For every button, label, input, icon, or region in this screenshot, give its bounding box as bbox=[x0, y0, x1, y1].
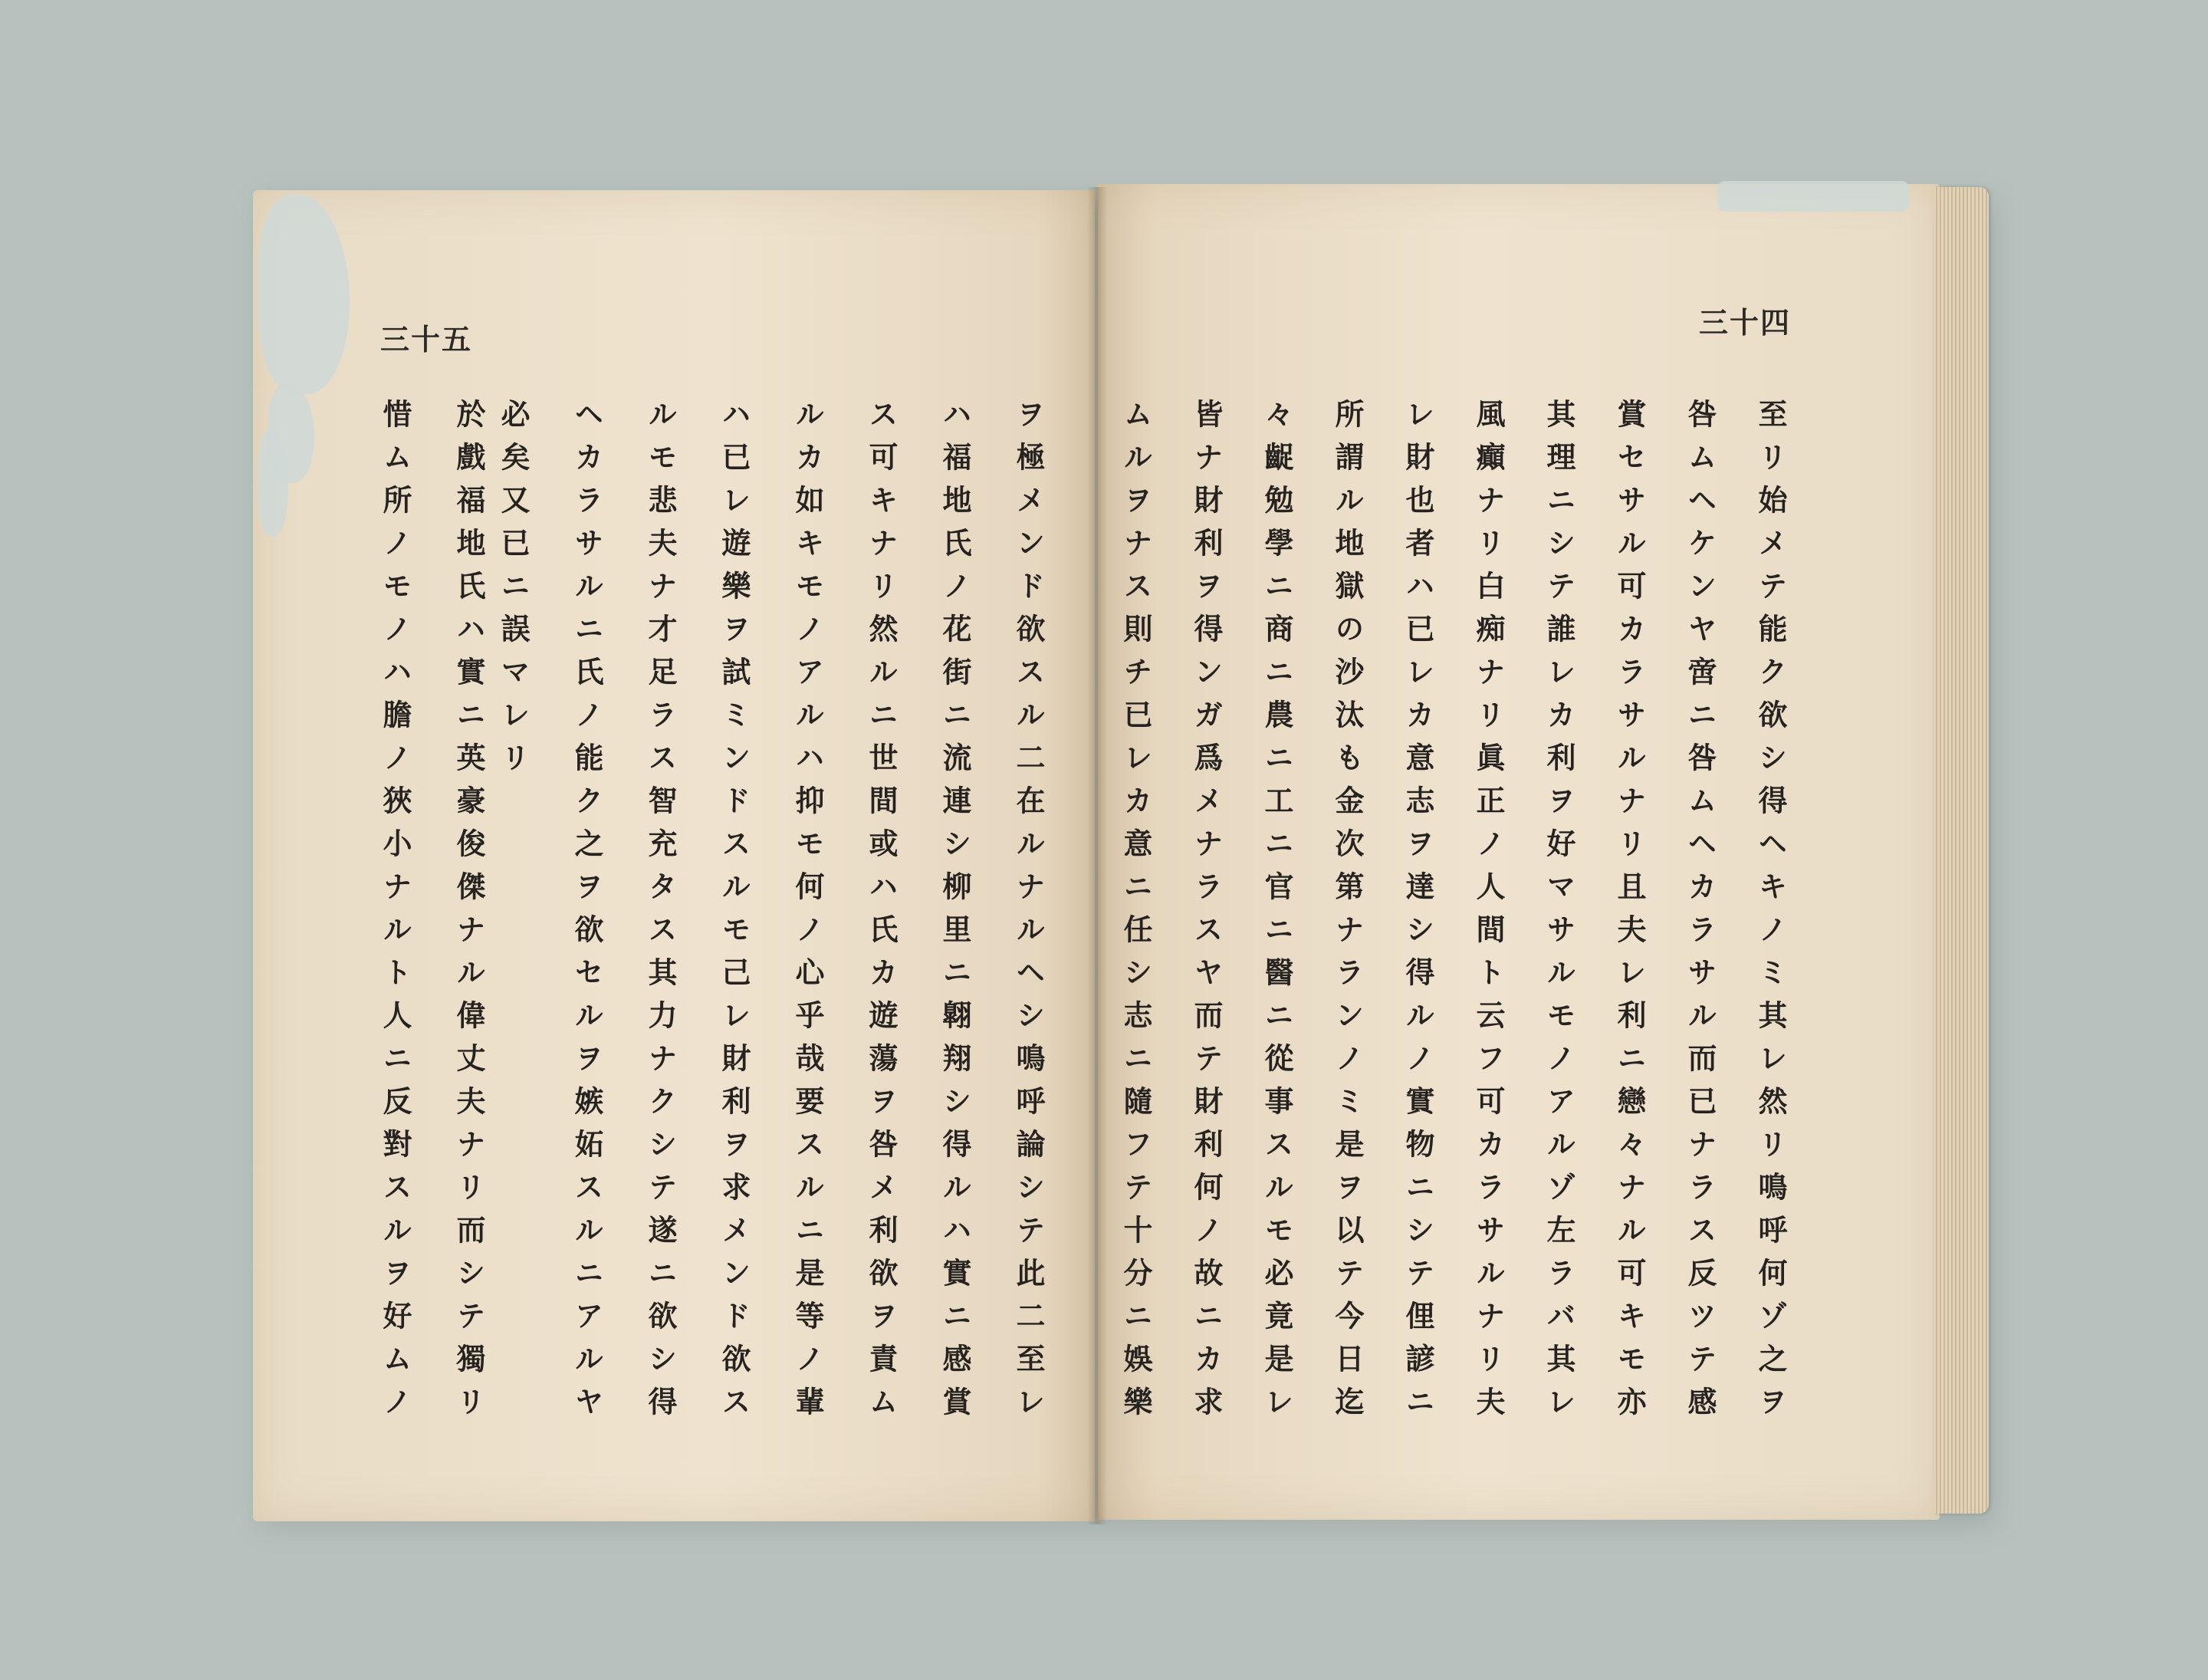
book-gutter bbox=[1087, 187, 1107, 1524]
right-text-column: 賞セサル可カラサルナリ且夫レ利ニ戀々ナル可キモ亦 bbox=[1612, 399, 1647, 1429]
right-text-column: 々齪勉學ニ商ニ農ニ工ニ官ニ醫ニ從事スルモ必竟是レ bbox=[1260, 399, 1294, 1429]
right-text-column: 風癲ナリ白痴ナリ眞正ノ人間ト云フ可カラサルナリ夫 bbox=[1471, 399, 1506, 1429]
left-text-column: ヲ極メンド欲スル二在ルナルヘシ鳴呼論シテ此二至レ bbox=[1011, 399, 1046, 1429]
right-page-number: 三十四 bbox=[1699, 305, 1792, 340]
left-text-column: ルカ如キモノアルハ抑モ何ノ心乎哉要スルニ是等ノ輩 bbox=[790, 399, 825, 1429]
left-page-number: 三十五 bbox=[380, 322, 473, 357]
left-text-column: ルモ悲夫ナ才足ラス智充タス其力ナクシテ遂ニ欲シ得 bbox=[643, 399, 678, 1429]
left-text-column: ハ福地氏ノ花街ニ流連シ柳里ニ翺翔シ得ルハ實ニ感賞 bbox=[938, 399, 972, 1429]
page-edges bbox=[1934, 187, 1989, 1514]
right-text-column: 其理ニシテ誰レカ利ヲ好マサルモノアルゾ左ラバ其レ bbox=[1542, 399, 1576, 1429]
left-text-column: 於戲福地氏ハ實ニ英豪俊傑ナル偉丈夫ナリ而シテ獨リ bbox=[452, 399, 486, 1429]
right-page bbox=[1098, 184, 1940, 1520]
right-text-column: 至リ始メテ能ク欲シ得ヘキノミ其レ然リ鳴呼何ゾ之ヲ bbox=[1753, 399, 1788, 1429]
right-text-column: レ財也者ハ已レカ意志ヲ達シ得ルノ實物ニシテ俚諺ニ bbox=[1401, 399, 1435, 1429]
right-text-column: 咎ムヘケンヤ啻ニ咎ムヘカラサル而已ナラス反ツテ感 bbox=[1683, 399, 1717, 1429]
left-text-column: ス可キナリ然ルニ世間或ハ氏カ遊蕩ヲ咎メ利欲ヲ責ム bbox=[864, 399, 899, 1429]
paper-stain bbox=[1717, 181, 1909, 212]
left-text-column: 必矣又已ニ誤マレリ bbox=[496, 399, 531, 785]
right-text-column: 皆ナ財利ヲ得ンガ爲メナラスヤ而テ財利何ノ故ニカ求 bbox=[1189, 399, 1224, 1429]
left-text-column: ヘカラサルニ氏ノ能ク之ヲ欲セルヲ嫉妬スルニアルヤ bbox=[570, 399, 604, 1429]
left-text-column: ハ已レ遊樂ヲ試ミンドスルモ己レ財利ヲ求メンド欲ス bbox=[717, 399, 751, 1429]
left-text-column: 惜ム所ノモノハ膽ノ狹小ナルト人ニ反對スルヲ好ムノ bbox=[378, 399, 412, 1429]
right-text-column: 所謂ル地獄の沙汰も金次第ナランノミ是ヲ以テ今日迄 bbox=[1330, 399, 1365, 1429]
right-text-column: ムルヲナス則チ已レカ意ニ任シ志ニ隨フテ十分ニ娛樂 bbox=[1119, 399, 1153, 1429]
